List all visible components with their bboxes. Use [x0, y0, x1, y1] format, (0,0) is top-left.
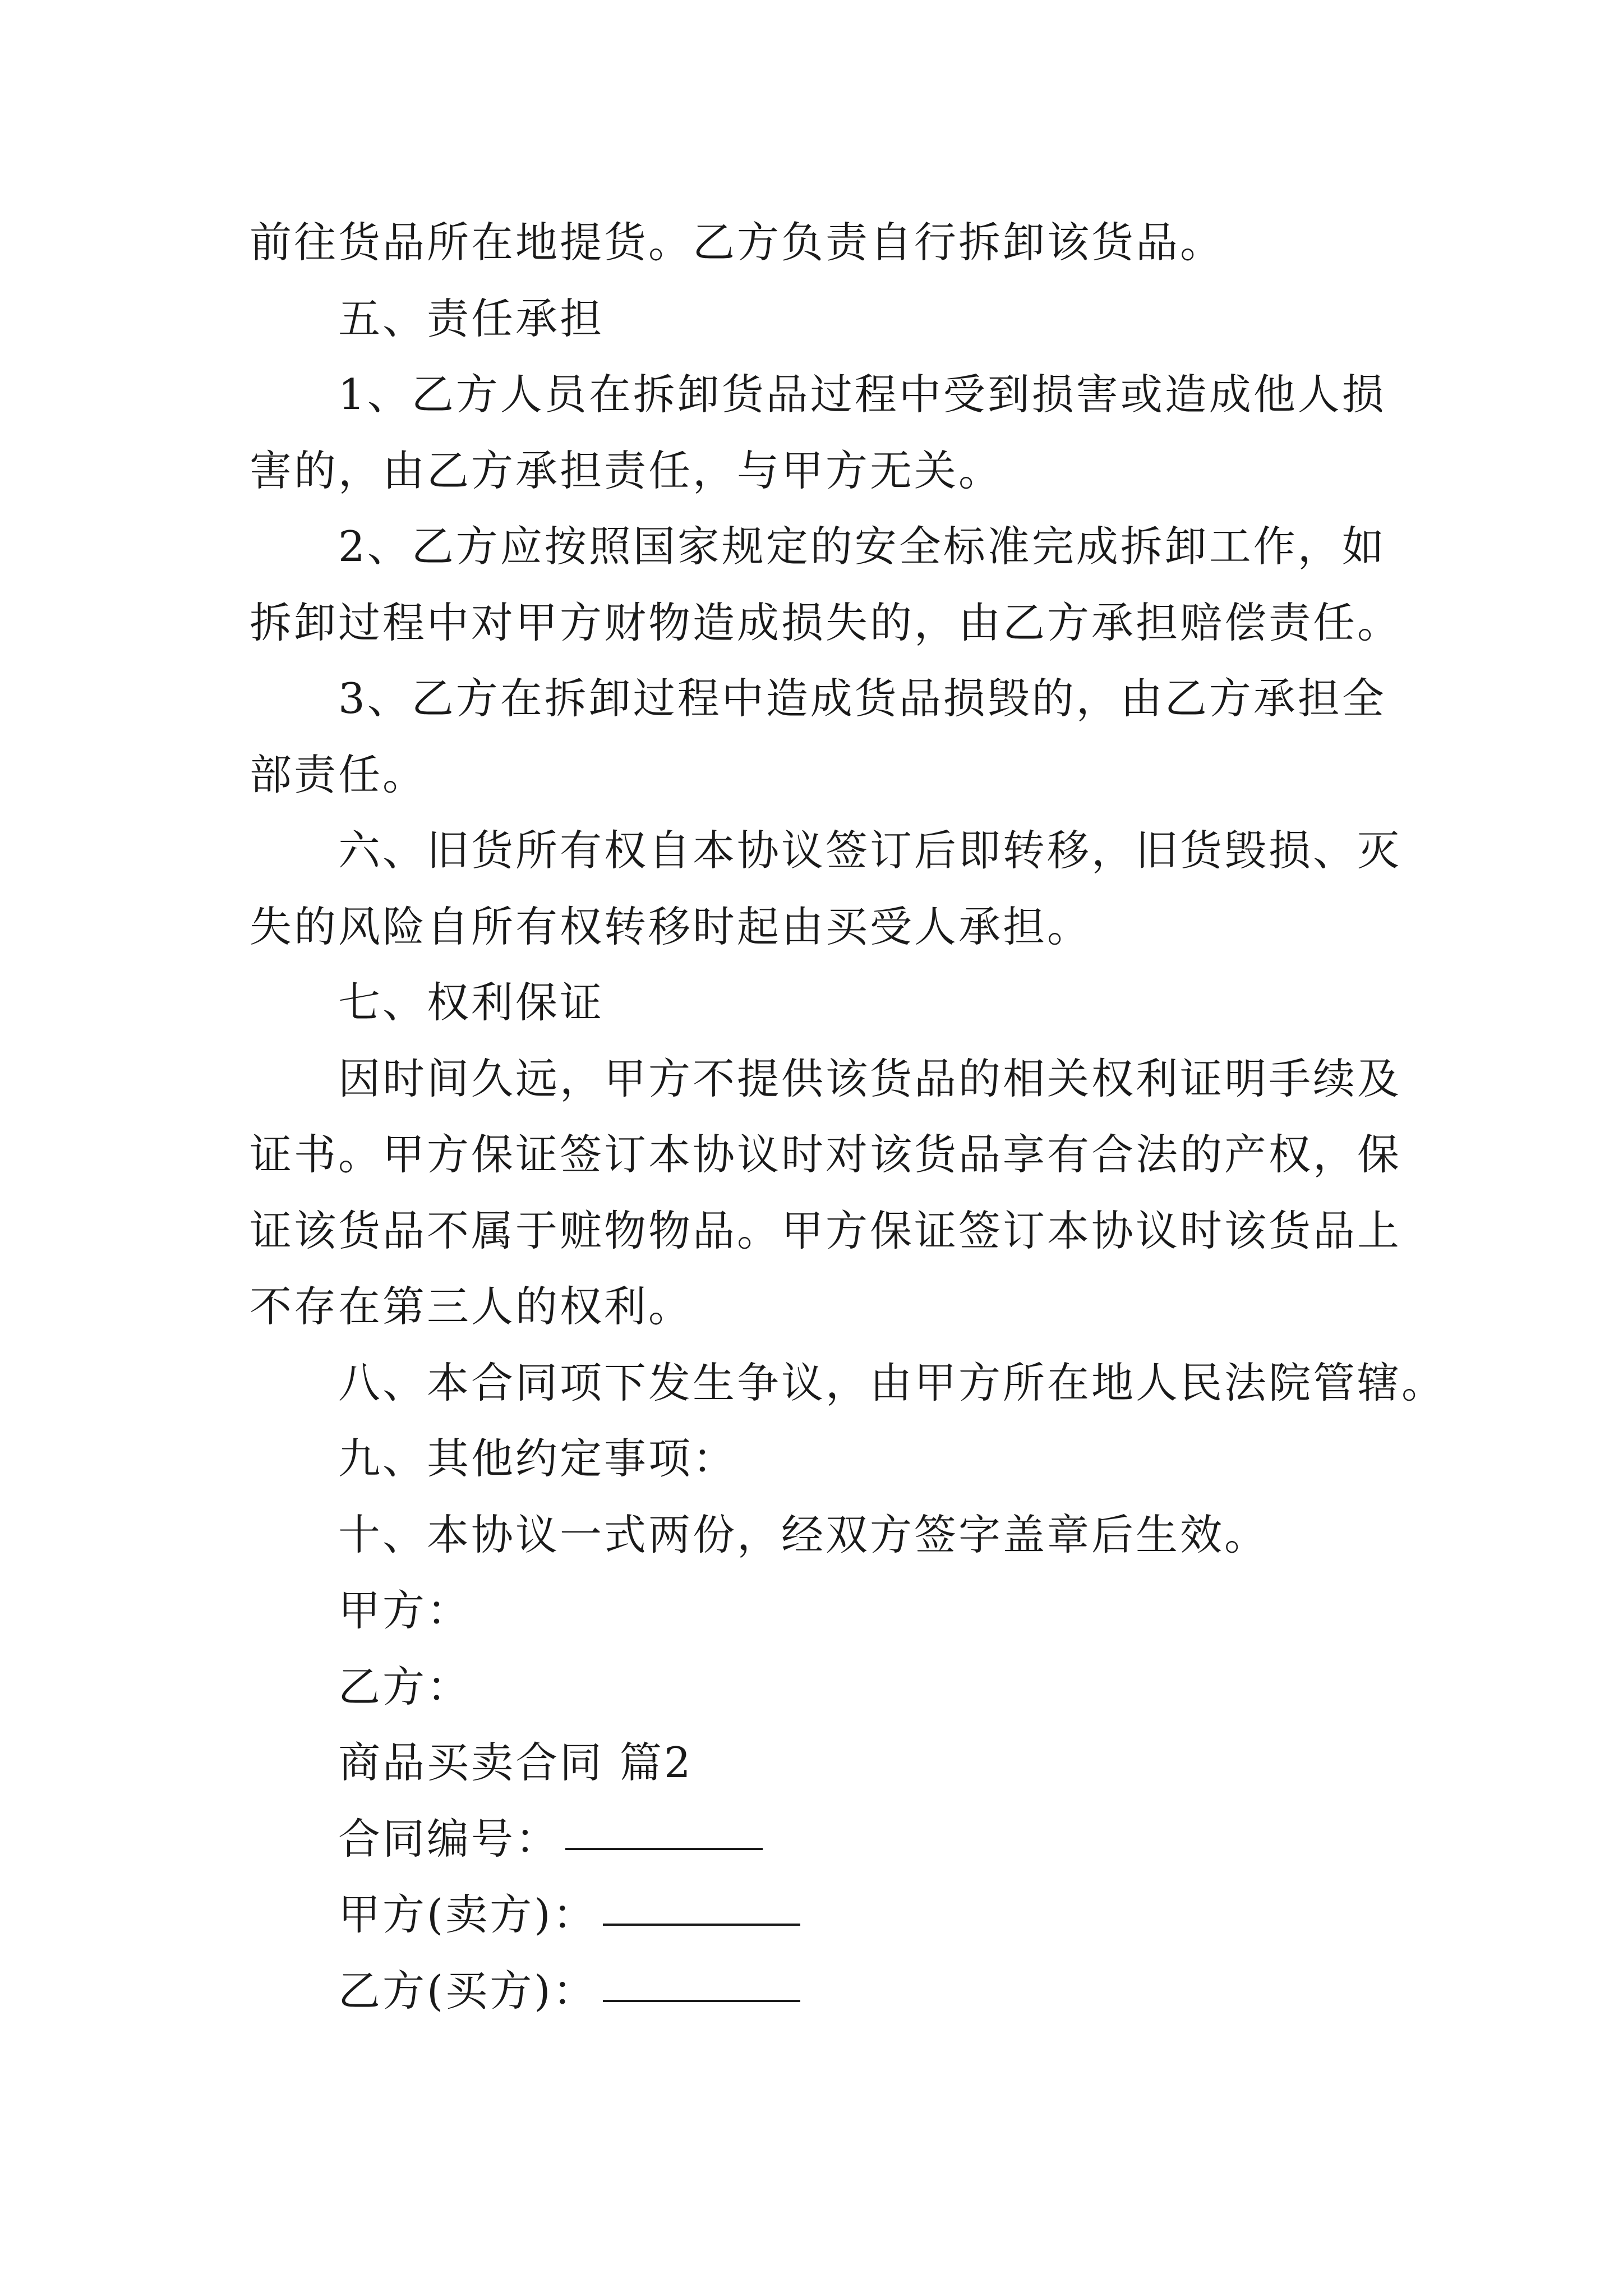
paragraph-line: 部责任。	[250, 750, 427, 799]
section-heading: 七、权利保证	[338, 978, 605, 1027]
paragraph-line: 1、乙方人员在拆卸货品过程中受到损害或造成他人损	[338, 370, 1386, 419]
section-heading: 五、责任承担	[338, 294, 605, 343]
contract-number-blank	[565, 1847, 763, 1850]
party-a-signature-label: 甲方：	[338, 1586, 472, 1635]
paragraph-line: 证书。甲方保证签订本协议时对该货品享有合法的产权，保	[250, 1130, 1402, 1179]
paragraph-line: 前往货品所在地提货。乙方负责自行拆卸该货品。	[250, 218, 1225, 267]
party-b-signature-label: 乙方：	[338, 1662, 472, 1711]
buyer-label: 乙方(买方)：	[338, 1966, 597, 2016]
seller-label: 甲方(卖方)：	[338, 1890, 597, 1939]
paragraph-line: 失的风险自所有权转移时起由买受人承担。	[250, 902, 1092, 951]
contract-number-row	[338, 1811, 763, 1867]
contract-title: 商品买卖合同 篇2	[338, 1738, 693, 1787]
seller-blank	[603, 1923, 800, 1926]
buyer-blank	[603, 1999, 800, 2002]
paragraph-line: 六、旧货所有权自本协议签订后即转移，旧货毁损、灭	[338, 826, 1402, 875]
paragraph-line: 3、乙方在拆卸过程中造成货品损毁的，由乙方承担全	[338, 674, 1386, 723]
paragraph-line: 害的，由乙方承担责任，与甲方无关。	[250, 446, 1003, 495]
seller-row	[338, 1887, 800, 1943]
paragraph-line: 不存在第三人的权利。	[250, 1282, 693, 1331]
paragraph-line: 十、本协议一式两份，经双方签字盖章后生效。	[338, 1510, 1269, 1559]
paragraph-line: 九、其他约定事项：	[338, 1434, 737, 1483]
paragraph-line: 拆卸过程中对甲方财物造成损失的，由乙方承担赔偿责任。	[250, 598, 1402, 647]
paragraph-line: 八、本合同项下发生争议，由甲方所在地人民法院管辖。	[338, 1358, 1446, 1407]
paragraph-line: 证该货品不属于赃物物品。甲方保证签订本协议时该货品上	[250, 1206, 1402, 1255]
contract-number-label: 合同编号：	[338, 1814, 560, 1864]
paragraph-line: 因时间久远，甲方不提供该货品的相关权利证明手续及	[338, 1054, 1402, 1103]
paragraph-line: 2、乙方应按照国家规定的安全标准完成拆卸工作，如	[338, 522, 1386, 571]
buyer-row	[338, 1963, 800, 2019]
